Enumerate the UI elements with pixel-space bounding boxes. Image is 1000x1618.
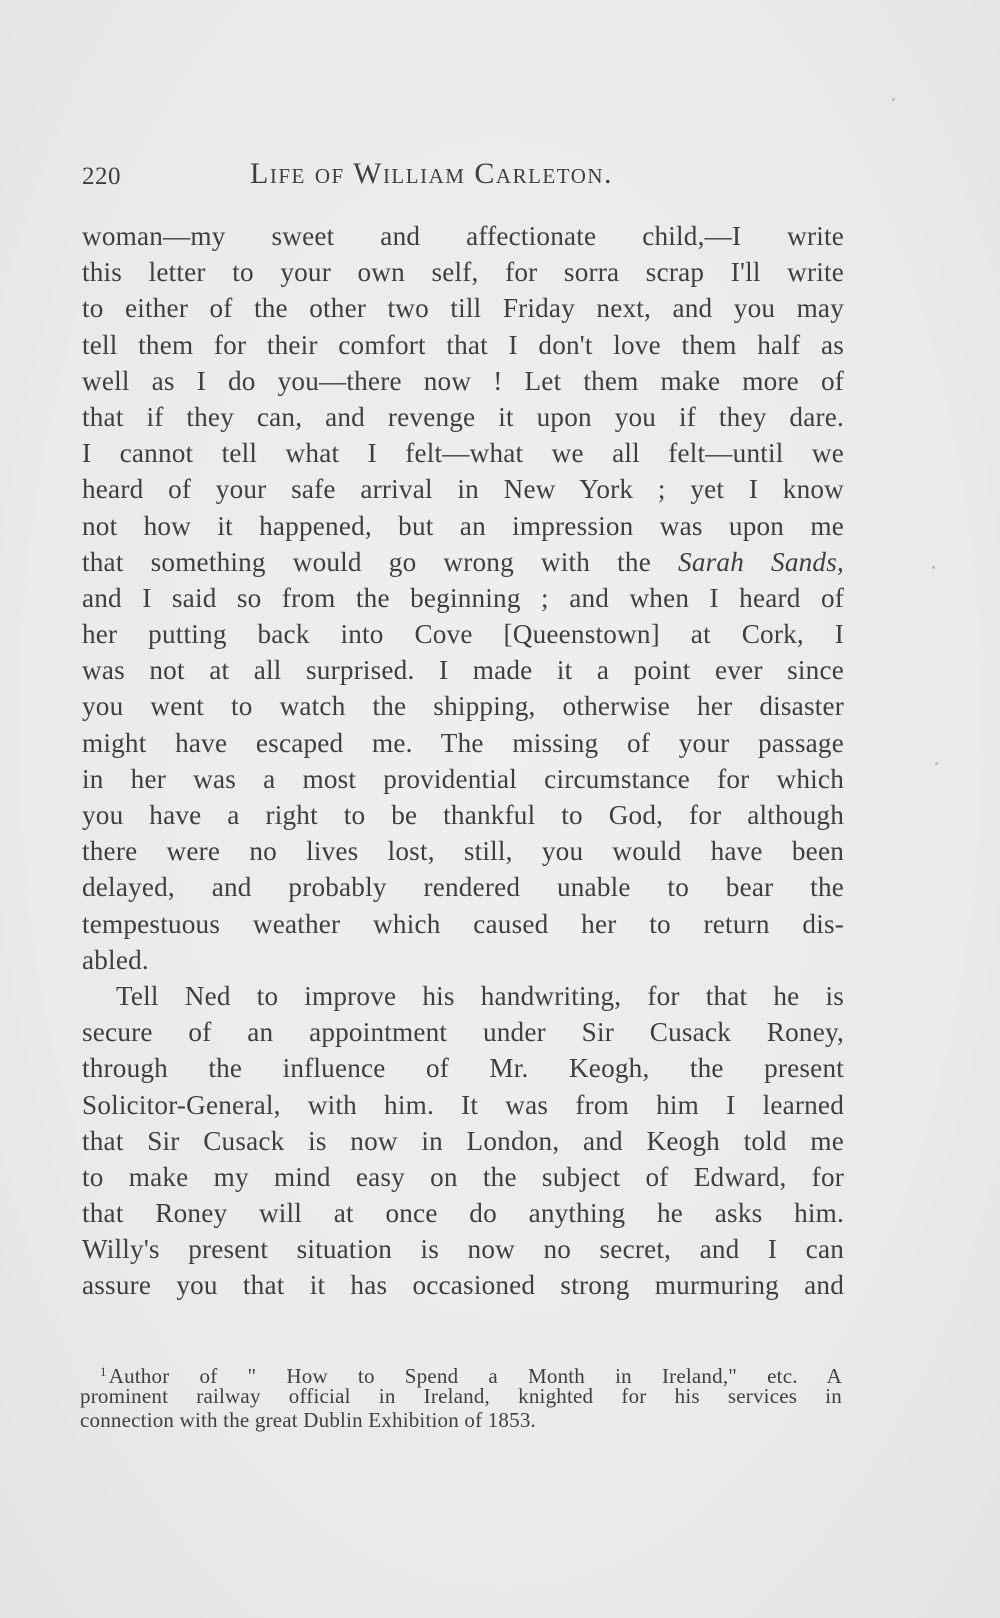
running-head [82, 157, 844, 197]
body-text [82, 218, 844, 1304]
footnote-line: connection with the great Dublin Exhibition of 1853. [80, 1408, 536, 1432]
text-segment: that something would go wrong with the [82, 546, 651, 577]
text-line: through the influence of Mr. Keogh, the present [82, 1053, 844, 1084]
text-line: heard of your safe arrival in New York ; yet I know [82, 474, 844, 505]
paragraph-start-line: Tell Ned to improve his handwriting, for that he is [116, 980, 844, 1011]
text-line: that Sir Cusack is now in London, and Keogh told me [82, 1125, 844, 1156]
text-line: you went to watch the shipping, otherwise her disaster [82, 691, 844, 722]
text-line: that Roney will at once do anything he asks him. [82, 1198, 844, 1229]
text-line: there were no lives lost, still, you would have been [82, 836, 844, 867]
paper-speck [932, 566, 935, 569]
text-line: to either of the other two till Friday next, and you may [82, 293, 844, 324]
text-line: Willy's present situation is now no secret, and I can [82, 1234, 844, 1265]
text-line: woman—my sweet and affectionate child,—I write [82, 221, 844, 251]
text-line: you have a right to be thankful to God, for although [82, 800, 844, 830]
text-line: assure you that it has occasioned strong murmuring and [82, 1270, 844, 1301]
footnote [80, 1360, 842, 1432]
ship-name: Sarah Sands, [678, 546, 844, 577]
text-line: in her was a most providential circumstance for which [82, 763, 844, 794]
text-line: this letter to your own self, for sorra scrap I'll write [82, 257, 844, 288]
text-line: Solicitor-General, with him. It was from him I learned [82, 1089, 844, 1120]
text-line: abled. [82, 944, 149, 975]
text-line: I cannot tell what I felt—what we all felt—until we [82, 438, 844, 469]
text-line: delayed, and probably rendered unable to bear the [82, 872, 844, 903]
text-line-with-ship-name [82, 544, 844, 580]
text-line: that if they can, and revenge it upon you if they dare. [82, 401, 844, 432]
text-line: tell them for their comfort that I don't love them half as [82, 329, 844, 360]
footnote-text: Author of " How to Spend a Month in Ireland," etc. A [108, 1364, 842, 1388]
text-line: might have escaped me. The missing of your passage [82, 727, 844, 758]
footnote-line [80, 1360, 842, 1388]
text-line: well as I do you—there now ! Let them make more of [82, 365, 844, 396]
footnote-marker: 1 [100, 1364, 107, 1379]
page-number: 220 [82, 163, 121, 190]
text-line: secure of an appointment under Sir Cusack Roney, [82, 1017, 844, 1048]
text-line: tempestuous weather which caused her to return dis- [82, 908, 844, 939]
paper-speck [935, 762, 938, 765]
text-line: her putting back into Cove [Queenstown] at Cork, I [82, 619, 844, 650]
text-line: not how it happened, but an impression was upon me [82, 510, 844, 541]
footnote-line: prominent railway official in Ireland, knighted for his services in [80, 1384, 842, 1408]
running-title: Life of William Carleton. [250, 157, 614, 190]
text-line: and I said so from the beginning ; and when I heard of [82, 582, 844, 613]
paper-speck [892, 98, 895, 101]
text-line: was not at all surprised. I made it a point ever since [82, 655, 844, 686]
text-line: to make my mind easy on the subject of Edward, for [82, 1161, 844, 1192]
